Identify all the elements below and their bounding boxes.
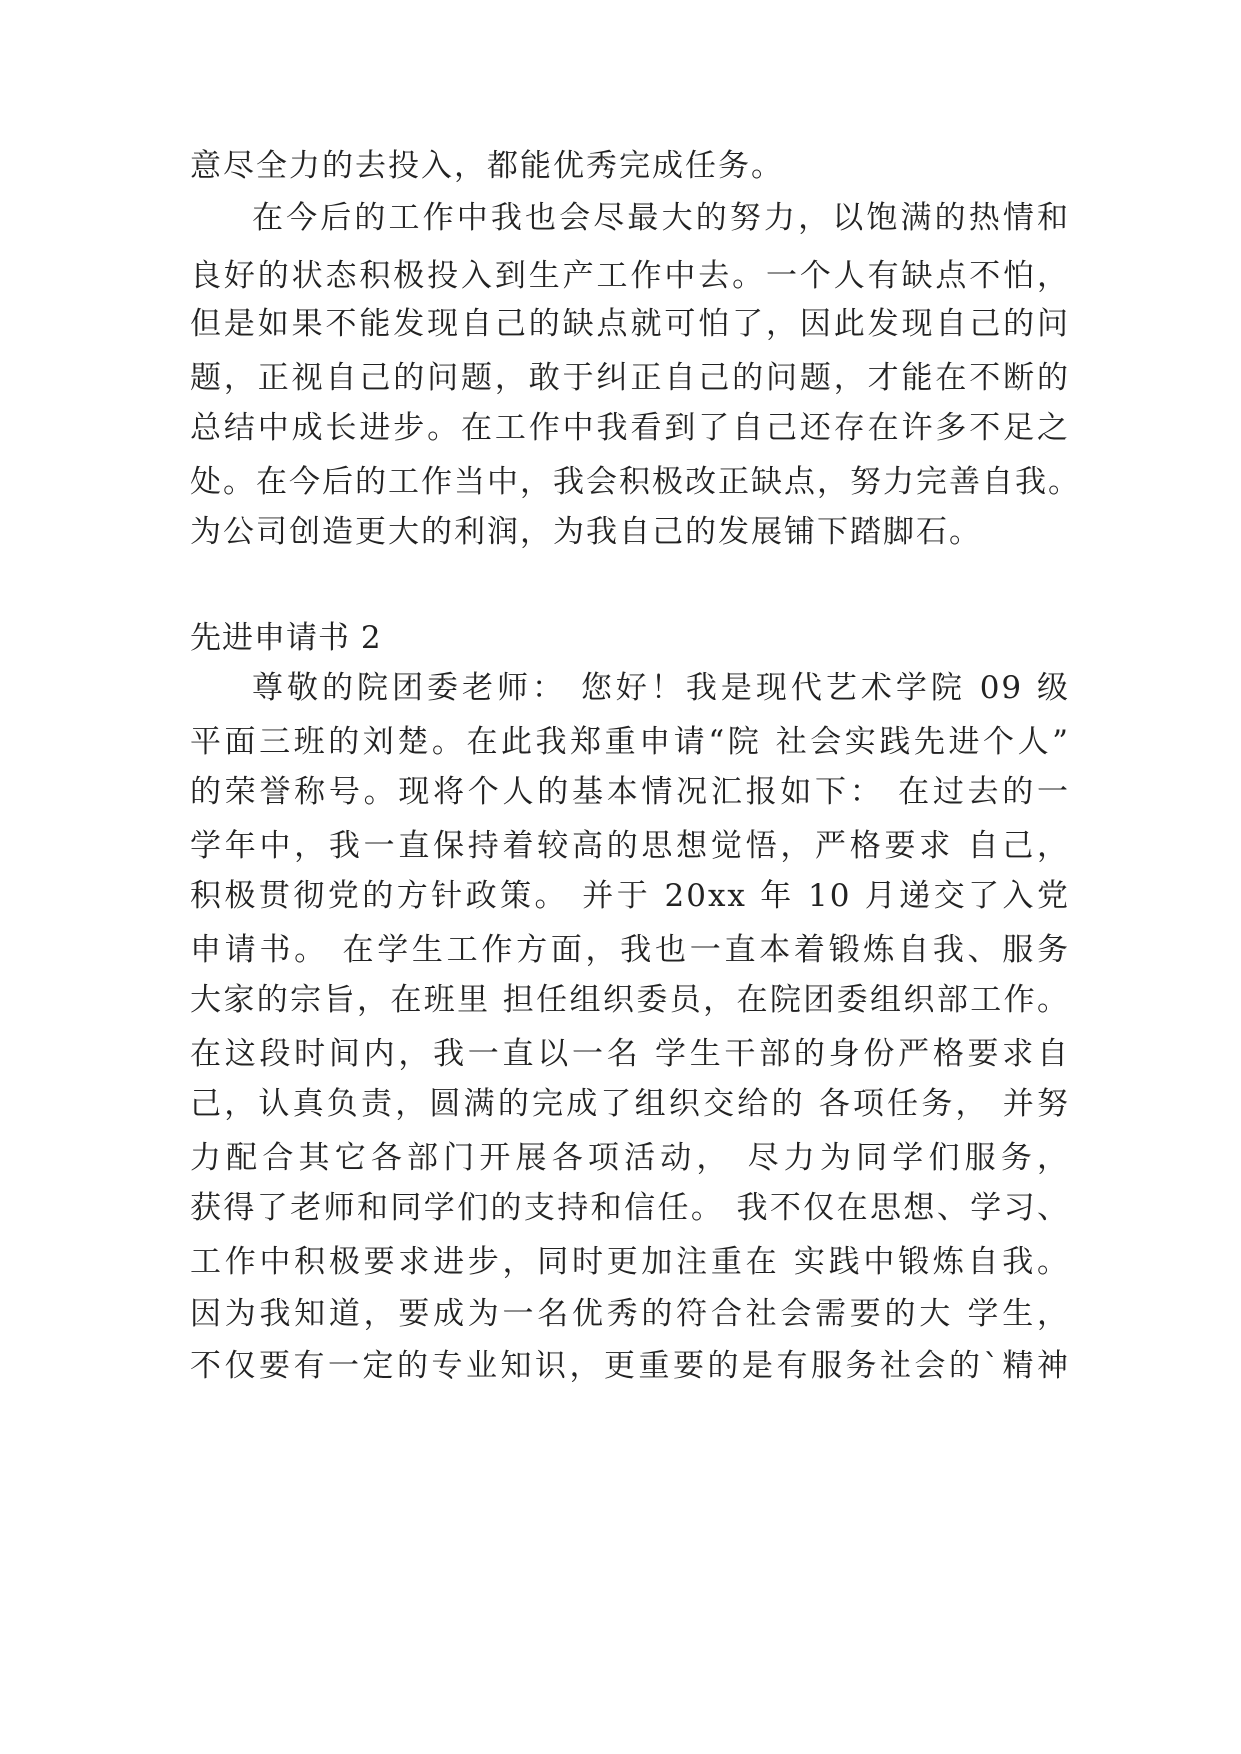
paragraph-line: 己，认真负责，圆满的完成了组织交给的 各项任务， 并努 [190, 1086, 1070, 1122]
paragraph-line: 为公司创造更大的利润，为我自己的发展铺下踏脚石。 [190, 514, 982, 550]
paragraph-line: 在今后的工作中我也会尽最大的努力，以饱满的热情和 [252, 200, 1070, 236]
paragraph-line: 意尽全力的去投入，都能优秀完成任务。 [190, 148, 784, 184]
paragraph-line: 申请书。 在学生工作方面，我也一直本着锻炼自我、服务 [190, 932, 1070, 968]
paragraph-line: 在这段时间内，我一直以一名 学生干部的身份严格要求自 [190, 1036, 1070, 1072]
paragraph-line: 平面三班的刘楚。在此我郑重申请“院 社会实践先进个人” [190, 724, 1070, 760]
paragraph-line: 力配合其它各部门开展各项活动， 尽力为同学们服务， [190, 1140, 1070, 1176]
paragraph-line: 良好的状态积极投入到生产工作中去。一个人有缺点不怕， [190, 258, 1070, 294]
paragraph-line: 但是如果不能发现自己的缺点就可怕了，因此发现自己的问 [190, 306, 1070, 342]
paragraph-line: 题，正视自己的问题，敢于纠正自己的问题，才能在不断的 [190, 360, 1070, 396]
paragraph-line: 积极贯彻党的方针政策。 并于 20xx 年 10 月递交了入党 [190, 878, 1070, 914]
paragraph-line: 学年中，我一直保持着较高的思想觉悟，严格要求 自己， [190, 828, 1070, 864]
paragraph-line: 大家的宗旨，在班里 担任组织委员，在院团委组织部工作。 [190, 982, 1070, 1018]
paragraph-line: 获得了老师和同学们的支持和信任。 我不仅在思想、学习、 [190, 1190, 1070, 1226]
paragraph-line: 处。在今后的工作当中，我会积极改正缺点，努力完善自我。 [190, 464, 1081, 500]
section-title: 先进申请书 2 [190, 620, 382, 656]
paragraph-line: 尊敬的院团委老师： 您好！我是现代艺术学院 09 级 [252, 670, 1070, 706]
paragraph-line: 的荣誉称号。现将个人的基本情况汇报如下： 在过去的一 [190, 774, 1070, 810]
paragraph-line: 因为我知道，要成为一名优秀的符合社会需要的大 学生， [190, 1296, 1070, 1332]
paragraph-line: 不仅要有一定的专业知识，更重要的是有服务社会的`精神 [190, 1348, 1070, 1384]
paragraph-line: 总结中成长进步。在工作中我看到了自己还存在许多不足之 [190, 410, 1070, 446]
paragraph-line: 工作中积极要求进步，同时更加注重在 实践中锻炼自我。 [190, 1244, 1070, 1280]
